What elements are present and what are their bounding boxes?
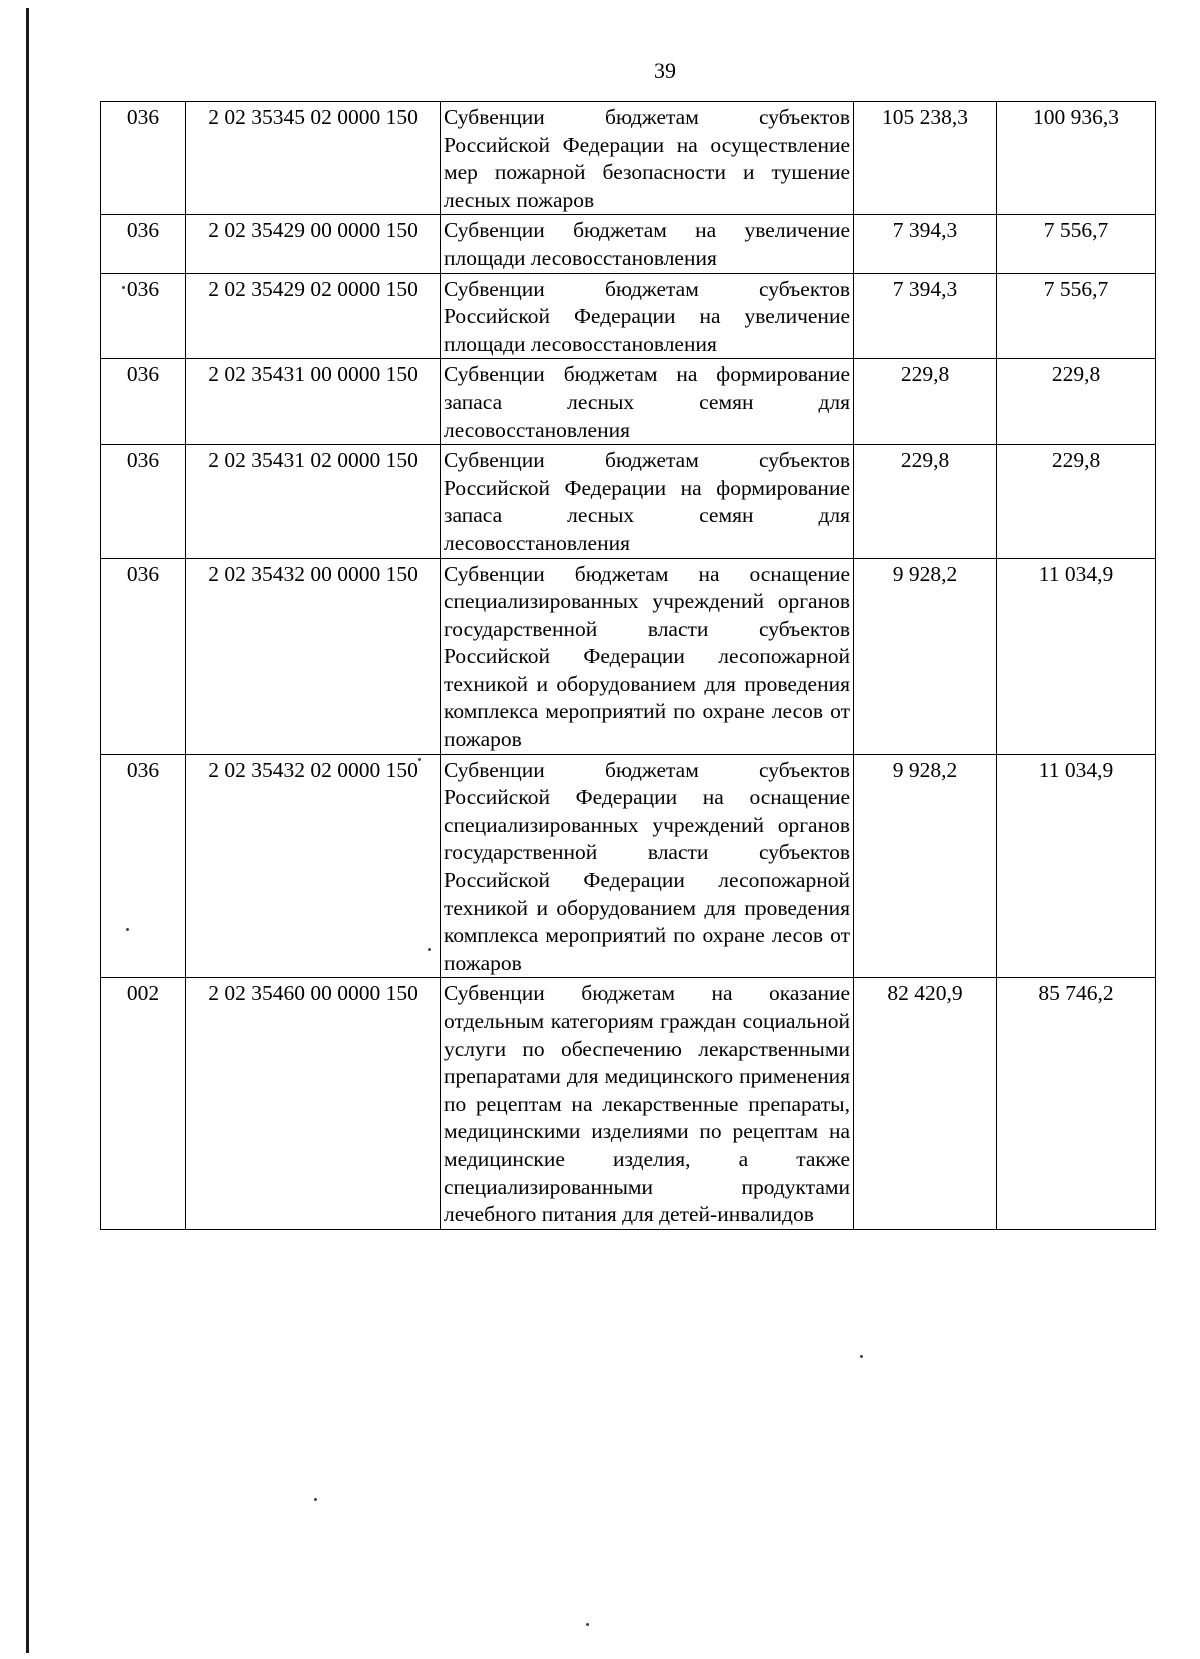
description-cell: Субвенции бюджетам субъектов Российской Федерации на увеличение площади лесовосстановления — [441, 273, 854, 359]
budget-code-cell: 2 02 35431 00 0000 150 — [186, 359, 441, 445]
table-row — [101, 445, 1156, 558]
budget-code-cell: 2 02 35432 02 0000 150 — [186, 754, 441, 978]
description-cell: Субвенции бюджетам на оказание отдельным категориям граждан социальной услуги по обеспечению лекарственными препаратами для медицинского применения по рецептам на лекарственные препараты, медицинскими изделиями по рецептам на медицинские изделия, а также специализированными продуктами лечебного питания для детей-инвалидов — [441, 978, 854, 1229]
amount-year-1-cell: 9 928,2 — [854, 754, 997, 978]
admin-code-cell: 036 — [101, 445, 186, 558]
scan-speck — [122, 286, 125, 289]
description-cell: Субвенции бюджетам субъектов Российской Федерации на оснащение специализированных учреждений органов государственной власти субъектов Российской Федерации лесопожарной техникой и оборудованием для проведения комплекса мероприятий по охране лесов от пожаров — [441, 754, 854, 978]
admin-code-cell: 002 — [101, 978, 186, 1229]
scan-speck — [586, 1623, 589, 1626]
amount-year-1-cell: 7 394,3 — [854, 215, 997, 273]
description-cell: Субвенции бюджетам субъектов Российской Федерации на формирование запаса лесных семян для лесовосстановления — [441, 445, 854, 558]
scan-speck — [314, 1498, 317, 1501]
amount-year-1-cell: 9 928,2 — [854, 558, 997, 754]
amount-year-2-cell: 85 746,2 — [997, 978, 1156, 1229]
amount-year-2-cell: 229,8 — [997, 359, 1156, 445]
scan-speck — [860, 1355, 863, 1358]
budget-code-cell: 2 02 35429 02 0000 150 — [186, 273, 441, 359]
table-row — [101, 273, 1156, 359]
admin-code-cell: 036 — [101, 273, 186, 359]
description-cell: Субвенции бюджетам субъектов Российской Федерации на осуществление мер пожарной безопасности и тушение лесных пожаров — [441, 102, 854, 215]
description-cell: Субвенции бюджетам на формирование запаса лесных семян для лесовосстановления — [441, 359, 854, 445]
admin-code-cell: 036 — [101, 215, 186, 273]
amount-year-2-cell: 7 556,7 — [997, 215, 1156, 273]
amount-year-1-cell: 229,8 — [854, 359, 997, 445]
table-row — [101, 558, 1156, 754]
budget-code-cell: 2 02 35431 02 0000 150 — [186, 445, 441, 558]
amount-year-1-cell: 229,8 — [854, 445, 997, 558]
amount-year-2-cell: 229,8 — [997, 445, 1156, 558]
amount-year-2-cell: 11 034,9 — [997, 558, 1156, 754]
table-row — [101, 754, 1156, 978]
amount-year-2-cell: 11 034,9 — [997, 754, 1156, 978]
budget-code-cell: 2 02 35432 00 0000 150 — [186, 558, 441, 754]
page-number: 39 — [654, 58, 676, 83]
amount-year-2-cell: 100 936,3 — [997, 102, 1156, 215]
table-row — [101, 359, 1156, 445]
amount-year-1-cell: 82 420,9 — [854, 978, 997, 1229]
description-cell: Субвенции бюджетам на оснащение специализированных учреждений органов государственной власти субъектов Российской Федерации лесопожарной техникой и оборудованием для проведения комплекса мероприятий по охране лесов от пожаров — [441, 558, 854, 754]
scan-margin-line — [26, 8, 29, 1653]
scan-speck — [418, 758, 421, 761]
description-cell: Субвенции бюджетам на увеличение площади лесовосстановления — [441, 215, 854, 273]
admin-code-cell: 036 — [101, 359, 186, 445]
scan-speck — [126, 928, 129, 931]
scan-speck — [428, 948, 431, 951]
table-row — [101, 102, 1156, 215]
admin-code-cell: 036 — [101, 102, 186, 215]
budget-code-cell: 2 02 35460 00 0000 150 — [186, 978, 441, 1229]
admin-code-cell: 036 — [101, 558, 186, 754]
budget-code-cell: 2 02 35429 00 0000 150 — [186, 215, 441, 273]
amount-year-1-cell: 105 238,3 — [854, 102, 997, 215]
budget-table — [100, 101, 1156, 1230]
table-row — [101, 978, 1156, 1229]
amount-year-1-cell: 7 394,3 — [854, 273, 997, 359]
admin-code-cell: 036 — [101, 754, 186, 978]
budget-code-cell: 2 02 35345 02 0000 150 — [186, 102, 441, 215]
table-row — [101, 215, 1156, 273]
amount-year-2-cell: 7 556,7 — [997, 273, 1156, 359]
